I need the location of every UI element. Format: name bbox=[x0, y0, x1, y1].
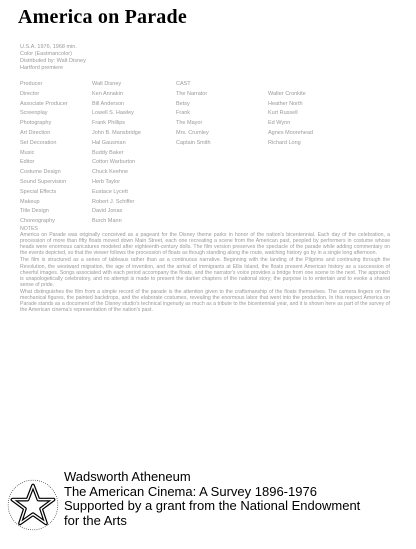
notes-section bbox=[20, 226, 390, 314]
credit-role: Special Effects bbox=[20, 188, 57, 195]
credit-role: Photography bbox=[20, 120, 52, 127]
credit-row bbox=[20, 139, 172, 149]
cast-actor: Kurt Russell bbox=[268, 110, 298, 117]
credit-name: David Jonas bbox=[92, 208, 123, 215]
credit-row bbox=[20, 119, 172, 129]
credit-row bbox=[20, 149, 172, 159]
credit-row bbox=[20, 158, 172, 168]
cast-role: The Narrator bbox=[176, 90, 208, 97]
cast-row bbox=[176, 90, 368, 100]
footer-line-grant: Supported by a grant from the National Endowment bbox=[64, 498, 361, 513]
footer-line-grant-cont: for the Arts bbox=[64, 512, 127, 528]
footer bbox=[0, 462, 416, 549]
footer-text bbox=[64, 470, 360, 528]
cast-role: Mrs. Crumley bbox=[176, 129, 209, 136]
credit-role: Makeup bbox=[20, 198, 40, 205]
credit-role: Sound Supervision bbox=[20, 178, 67, 185]
credit-role: Art Direction bbox=[20, 129, 51, 136]
notes-paragraph: America on Parade was originally conceived as a pageant for the Disney theme parks in honor of the nation's bicentennial. Each day of the celebration, a procession of more than fifty floats moved down Main Street, each one recreating a scene from the American past, peopled by performers in costume whose heads were enormous caricatures modeled after eighteenth-century dolls. The film version preserves the spectacle of the parade while adding commentary on the events depicted, so that the viewer follows the procession of floats as though standing along the route, watching history go by in a single long afternoon. bbox=[20, 232, 390, 257]
header-line: Hartford premiere bbox=[20, 65, 64, 71]
cast-row bbox=[176, 119, 368, 129]
credit-role: Set Decoration bbox=[20, 139, 57, 146]
header-info bbox=[20, 44, 86, 72]
credit-row bbox=[20, 168, 172, 178]
credit-role: Title Design bbox=[20, 208, 49, 215]
credit-row bbox=[20, 109, 172, 119]
credit-name: John B. Mansbridge bbox=[92, 129, 141, 136]
notes-label: NOTES bbox=[20, 226, 38, 232]
credit-name: Burch Mann bbox=[92, 218, 122, 225]
credit-role: Editor bbox=[20, 159, 35, 166]
credit-name: Walt Disney bbox=[92, 81, 122, 87]
credit-row bbox=[20, 188, 172, 198]
credit-role: Costume Design bbox=[20, 169, 61, 176]
notes-paragraph: What distinguishes the film from a simple record of the parade is the attention given to the craftsmanship of the floats themselves. The camera lingers on the mechanical figures, the painted backdrops, and the elaborate costumes, revealing the enormous labor that went into the production. In this respect America on Parade stands as a document of the Disney studio's technical ingenuity as much as a tribute to the bicentennial year, and it is shown here as part of the survey of the American cinema's representation of the nation's past. bbox=[20, 288, 390, 314]
credit-row bbox=[20, 129, 172, 139]
cast-row bbox=[176, 129, 368, 139]
credit-role: Screenplay bbox=[20, 110, 48, 117]
cast-actor: Agnes Moorehead bbox=[268, 129, 313, 136]
credit-name: Eustace Lycett bbox=[92, 188, 128, 195]
credit-name: Bill Anderson bbox=[92, 100, 125, 107]
cast-label: CAST bbox=[176, 81, 191, 87]
header-line: U.S.A. 1976, 1968 min. bbox=[20, 44, 77, 50]
cast-list bbox=[176, 80, 368, 149]
credit-name: Frank Phillips bbox=[92, 120, 126, 127]
bicentennial-star-icon bbox=[6, 478, 60, 532]
credit-role: Choreography bbox=[20, 218, 55, 225]
cast-role: Frank bbox=[176, 110, 191, 117]
credits-list bbox=[20, 80, 172, 227]
cast-role: The Mayor bbox=[176, 120, 203, 127]
header-line: Color (Eastmancolor) bbox=[20, 51, 72, 57]
credit-name: Buddy Baker bbox=[92, 149, 124, 156]
credit-row bbox=[20, 198, 172, 208]
credit-name: Ken Annakin bbox=[92, 90, 123, 97]
cast-actor: Richard Long bbox=[268, 139, 301, 146]
credit-role: Director bbox=[20, 90, 40, 97]
credit-name: Cotton Warburton bbox=[92, 159, 136, 166]
cast-actor: Ed Wynn bbox=[268, 120, 291, 127]
footer-line-institution: Wadsworth Atheneum bbox=[64, 469, 191, 484]
cast-row bbox=[176, 109, 368, 119]
credit-name: Hal Gausman bbox=[92, 139, 126, 146]
notes-paragraph: The film is structured as a series of tableaux rather than as a continuous narrative. Beginning with the landing of the Pilgrims and continuing through the Revolution, the westward migration, the age of invention, and the arrival of immigrants at Ellis Island, the floats present American history as a succession of cheerful images. Songs associated with each period accompany the floats, and the narrator's voice provides a bridge from one scene to the next. The approach is unapologetically celebratory, and no attempt is made to present the darker chapters of the national story; the purpose is to entertain and to evoke a shared sense of pride. bbox=[20, 257, 390, 288]
cast-row bbox=[176, 100, 368, 110]
cast-actor: Heather North bbox=[268, 100, 303, 107]
footer-line-series: The American Cinema: A Survey 1896-1976 bbox=[64, 483, 317, 499]
cast-role: Captain Smith bbox=[176, 139, 211, 146]
cast-row bbox=[176, 139, 368, 149]
credit-name: Lowell S. Hawley bbox=[92, 110, 134, 117]
page-title: America on Parade bbox=[18, 6, 187, 28]
credit-name: Chuck Keehne bbox=[92, 169, 129, 176]
cast-actor: Walter Cronkite bbox=[268, 90, 306, 97]
credit-row bbox=[20, 80, 172, 90]
cast-role: Betsy bbox=[176, 100, 190, 107]
credit-row bbox=[20, 207, 172, 217]
header-line: Distributed by: Walt Disney bbox=[20, 58, 86, 64]
credit-name: Robert J. Schiffer bbox=[92, 198, 135, 205]
credit-row bbox=[20, 100, 172, 110]
credit-name: Herb Taylor bbox=[92, 178, 121, 185]
credit-role: Music bbox=[20, 149, 35, 156]
credit-role: Producer bbox=[20, 81, 43, 87]
credit-role: Associate Producer bbox=[20, 100, 68, 107]
credit-row bbox=[20, 178, 172, 188]
credit-row bbox=[20, 90, 172, 100]
